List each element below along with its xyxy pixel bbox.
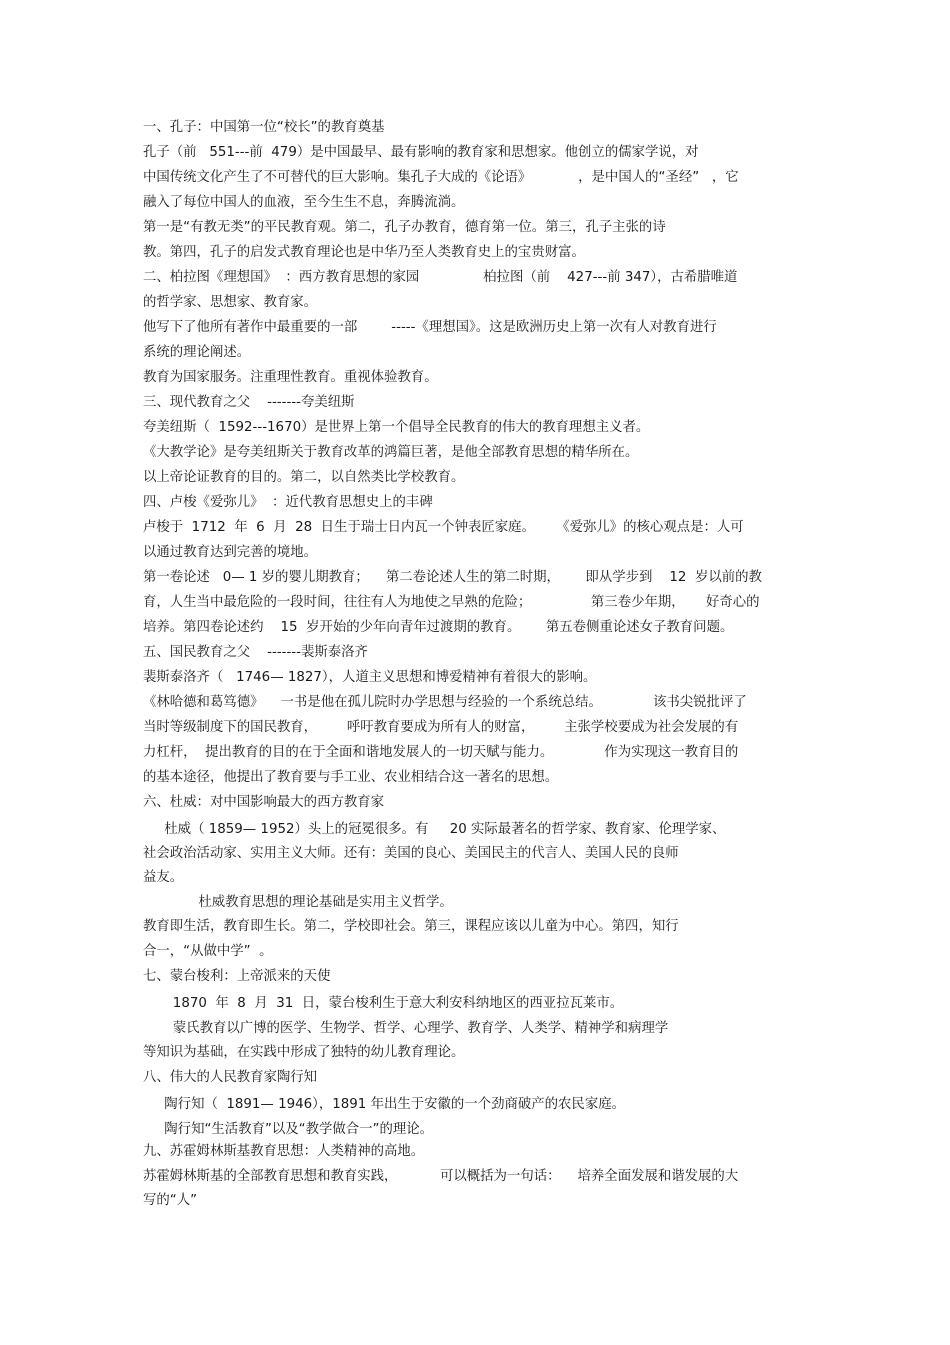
section-heading-comenius: 三、现代教育之父 -------夸美纽斯	[143, 395, 355, 410]
paragraph-line: 融入了每位中国人的血液，至今生生不息，奔腾流淌。	[143, 195, 465, 210]
paragraph-line: 第一是“有教无类”的平民教育观。第二，孔子办教育，德育第一位。第三，孔子主张的诗	[143, 220, 666, 235]
paragraph-line: 孔子（前 551---前 479）是中国最早、最有影响的教育家和思想家。他创立的儒家学说，对	[143, 145, 699, 160]
paragraph-line: 力杠杆， 提出教育的目的在于全面和谐地发展人的一切天赋与能力。 作为实现这一教育目的	[143, 745, 739, 760]
paragraph-line: 他写下了他所有著作中最重要的一部 -----《理想国》。这是欧洲历史上第一次有人对教育进行	[143, 320, 717, 335]
paragraph-line: 杜威教育思想的理论基础是实用主义哲学。	[143, 895, 453, 910]
paragraph-line: 合一，“从做中学” 。	[143, 944, 273, 959]
paragraph-line: 等知识为基础，在实践中形成了独特的幼儿教育理论。	[143, 1045, 465, 1060]
paragraph-line: 的哲学家、思想家、教育家。	[143, 295, 318, 310]
paragraph-line: 蒙氏教育以广博的医学、生物学、哲学、心理学、教育学、人类学、精神学和病理学	[143, 1021, 669, 1036]
paragraph-line: 以通过教育达到完善的境地。	[143, 545, 318, 560]
paragraph-line: 杜威（ 1859— 1952）头上的冠冕很多。有 20 实际最著名的哲学家、教育家、伦理学家、	[143, 822, 726, 837]
paragraph-line: 当时等级制度下的国民教育， 呼吁教育要成为所有人的财富， 主张学校要成为社会发展的有	[143, 720, 739, 735]
paragraph-line: 育，人生当中最危险的一段时间，往往有人为地使之早熟的危险； 第三卷少年期， 好奇心的	[143, 595, 760, 610]
paragraph-line: 《林哈德和葛笃德》 一书是他在孤儿院时办学思想与经验的一个系统总结。 该书尖锐批评了	[143, 695, 747, 710]
section-heading-plato: 二、柏拉图《理想国》 ：西方教育思想的家园 柏拉图（前 427---前 347），古希腊唯道	[143, 270, 738, 285]
paragraph-line: 《大教学论》是夸美纽斯关于教育改革的鸿篇巨著，是他全部教育思想的精华所在。	[143, 445, 639, 460]
paragraph-line: 第一卷论述 0— 1 岁的婴儿期教育； 第二卷论述人生的第二时期， 即从学步到 12 岁以前的教	[143, 570, 762, 585]
paragraph-line: 卢梭于 1712 年 6 月 28 日生于瑞士日内瓦一个钟表匠家庭。 《爱弥儿》的核心观点是：人可	[143, 520, 744, 535]
paragraph-line: 陶行知（ 1891— 1946），1891 年出生于安徽的一个劲商破产的农民家庭。	[143, 1097, 625, 1112]
paragraph-line: 陶行知“生活教育”以及“教学做合一”的理论。	[143, 1122, 434, 1137]
section-heading-dewey: 六、杜威：对中国影响最大的西方教育家	[143, 795, 385, 810]
paragraph-line: 培养。第四卷论述约 15 岁开始的少年向青年过渡期的教育。 第五卷侧重论述女子教育问题。	[143, 620, 734, 635]
paragraph-line: 1870 年 8 月 31 日，蒙台梭利生于意大利安科纳地区的西亚拉瓦莱市。	[143, 996, 624, 1011]
paragraph-line: 夸美纽斯（ 1592---1670）是世界上第一个倡导全民教育的伟大的教育理想主义者。	[143, 420, 650, 435]
paragraph-line: 教。第四，孔子的启发式教育理论也是中华乃至人类教育史上的宝贵财富。	[143, 245, 585, 260]
paragraph-line: 系统的理论阐述。	[143, 345, 251, 360]
paragraph-line: 教育为国家服务。注重理性教育。重视体验教育。	[143, 370, 438, 385]
section-heading-montessori: 七、蒙台梭利：上帝派来的天使	[143, 969, 331, 984]
section-heading-confucius: 一、孔子：中国第一位“校长”的教育奠基	[143, 120, 385, 135]
paragraph-line: 的基本途径，他提出了教育要与手工业、农业相结合这一著名的思想。	[143, 770, 559, 785]
section-heading-pestalozzi: 五、国民教育之父 -------裴斯泰洛齐	[143, 645, 368, 660]
paragraph-line: 中国传统文化产生了不可替代的巨大影响。集孔子大成的《论语》 ，是中国人的“圣经” ，它	[143, 170, 739, 185]
paragraph-line: 裴斯泰洛齐（ 1746— 1827），人道主义思想和博爱精神有着很大的影响。	[143, 670, 597, 685]
paragraph-line: 写的“人”	[143, 1193, 198, 1208]
paragraph-line: 社会政治活动家、实用主义大师。还有：美国的良心、美国民主的代言人、美国人民的良师	[143, 846, 679, 861]
section-heading-rousseau: 四、卢梭《爱弥儿》 ：近代教育思想史上的丰碑	[143, 495, 433, 510]
section-heading-tao-xingzhi: 八、伟大的人民教育家陶行知	[143, 1070, 318, 1085]
paragraph-line: 以上帝论证教育的目的。第二，以自然类比学校教育。	[143, 470, 465, 485]
paragraph-line: 益友。	[143, 870, 184, 885]
section-heading-sukhomlinsky: 九、苏霍姆林斯基教育思想：人类精神的高地。	[143, 1144, 425, 1159]
paragraph-line: 苏霍姆林斯基的全部教育思想和教育实践， 可以概括为一句话： 培养全面发展和谐发展的大	[143, 1169, 739, 1184]
paragraph-line: 教育即生活，教育即生长。第二，学校即社会。第三，课程应该以儿童为中心。第四，知行	[143, 919, 679, 934]
